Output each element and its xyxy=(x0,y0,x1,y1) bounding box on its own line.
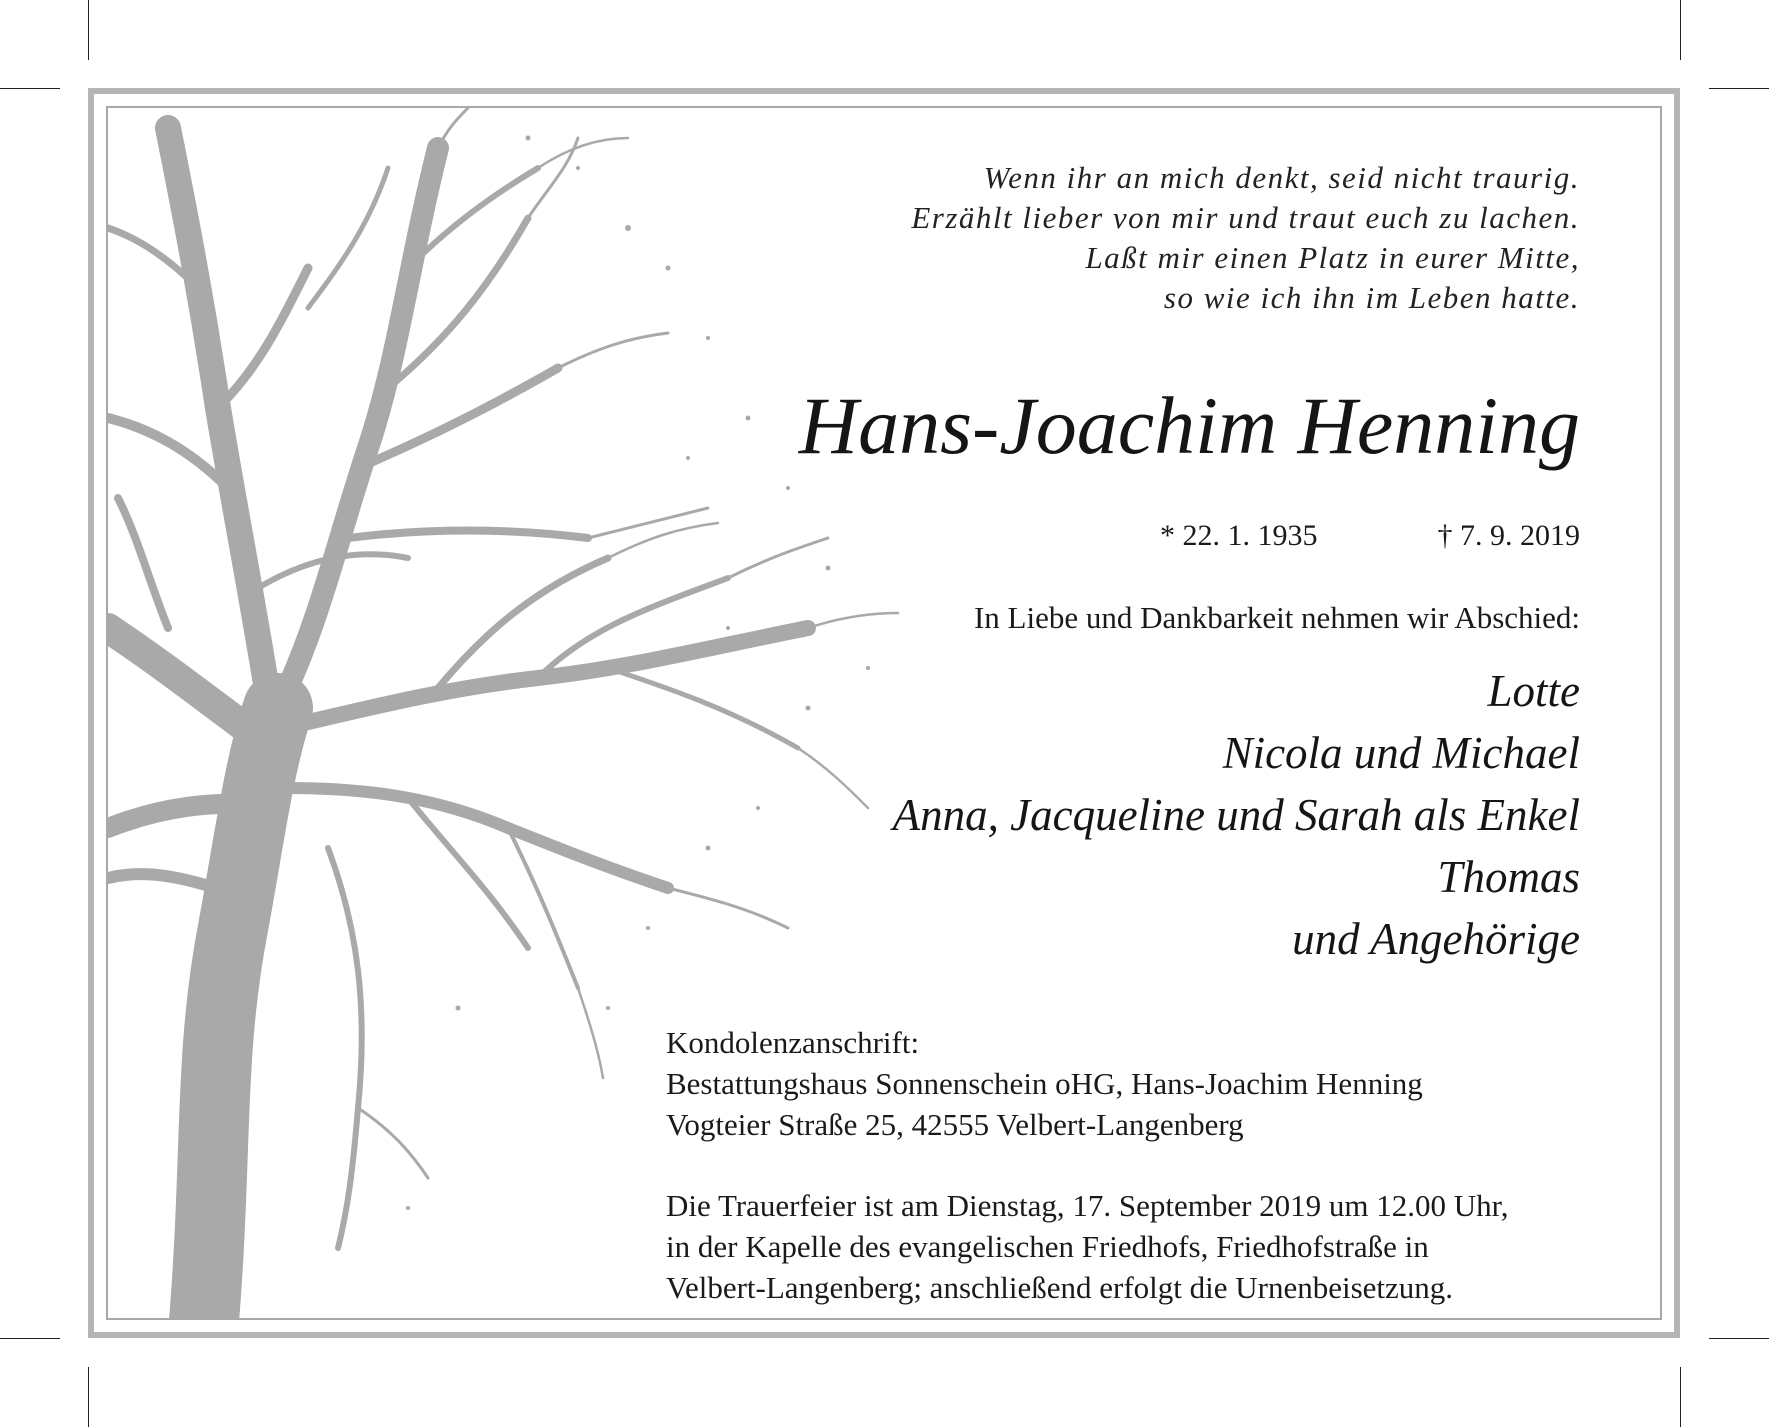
mourner-line: Lotte xyxy=(1487,666,1580,716)
crop-mark-top-left xyxy=(88,0,89,60)
crop-mark-top-right xyxy=(1680,0,1681,60)
life-dates xyxy=(1160,516,1580,556)
service-line: in der Kapelle des evangelischen Friedhofs, Friedhofstraße in xyxy=(666,1229,1429,1264)
poem-line: so wie ich ihn im Leben hatte. xyxy=(1163,280,1580,315)
poem-line: Laßt mir einen Platz in eurer Mitte, xyxy=(1085,240,1580,275)
mourner-line: und Angehörige xyxy=(1292,914,1580,964)
deceased-name: Hans-Joachim Henning xyxy=(798,380,1580,471)
birth-date: * 22. 1. 1935 xyxy=(1160,519,1318,552)
condolence-heading: Kondolenzanschrift: xyxy=(666,1025,920,1060)
farewell-text: In Liebe und Dankbarkeit nehmen wir Abschied: xyxy=(973,600,1580,635)
poem-verse xyxy=(911,158,1580,318)
obituary-inner-frame xyxy=(106,106,1662,1320)
condolence-address xyxy=(666,1022,1423,1145)
death-date: † 7. 9. 2019 xyxy=(1437,519,1580,552)
crop-mark-left-top xyxy=(0,88,60,89)
mourner-line: Anna, Jacqueline und Sarah als Enkel xyxy=(892,790,1580,840)
poem-line: Erzählt lieber von mir und traut euch zu lachen. xyxy=(911,200,1580,235)
condolence-line: Vogteier Straße 25, 42555 Velbert-Langenberg xyxy=(666,1107,1244,1142)
service-line: Velbert-Langenberg; anschließend erfolgt die Urnenbeisetzung. xyxy=(666,1270,1454,1305)
crop-mark-bottom-right xyxy=(1680,1367,1681,1427)
crop-mark-right-bottom xyxy=(1709,1338,1769,1339)
obituary-frame xyxy=(88,88,1680,1338)
crop-mark-left-bottom xyxy=(0,1338,60,1339)
crop-mark-bottom-left xyxy=(88,1367,89,1427)
mourners-list xyxy=(893,660,1580,970)
funeral-service-info xyxy=(666,1185,1509,1308)
poem-line: Wenn ihr an mich denkt, seid nicht traurig. xyxy=(983,160,1580,195)
condolence-line: Bestattungshaus Sonnenschein oHG, Hans-Joachim Henning xyxy=(666,1066,1423,1101)
service-line: Die Trauerfeier ist am Dienstag, 17. September 2019 um 12.00 Uhr, xyxy=(666,1188,1509,1223)
mourner-line: Thomas xyxy=(1437,852,1580,902)
mourner-line: Nicola und Michael xyxy=(1222,728,1580,778)
crop-mark-right-top xyxy=(1709,88,1769,89)
